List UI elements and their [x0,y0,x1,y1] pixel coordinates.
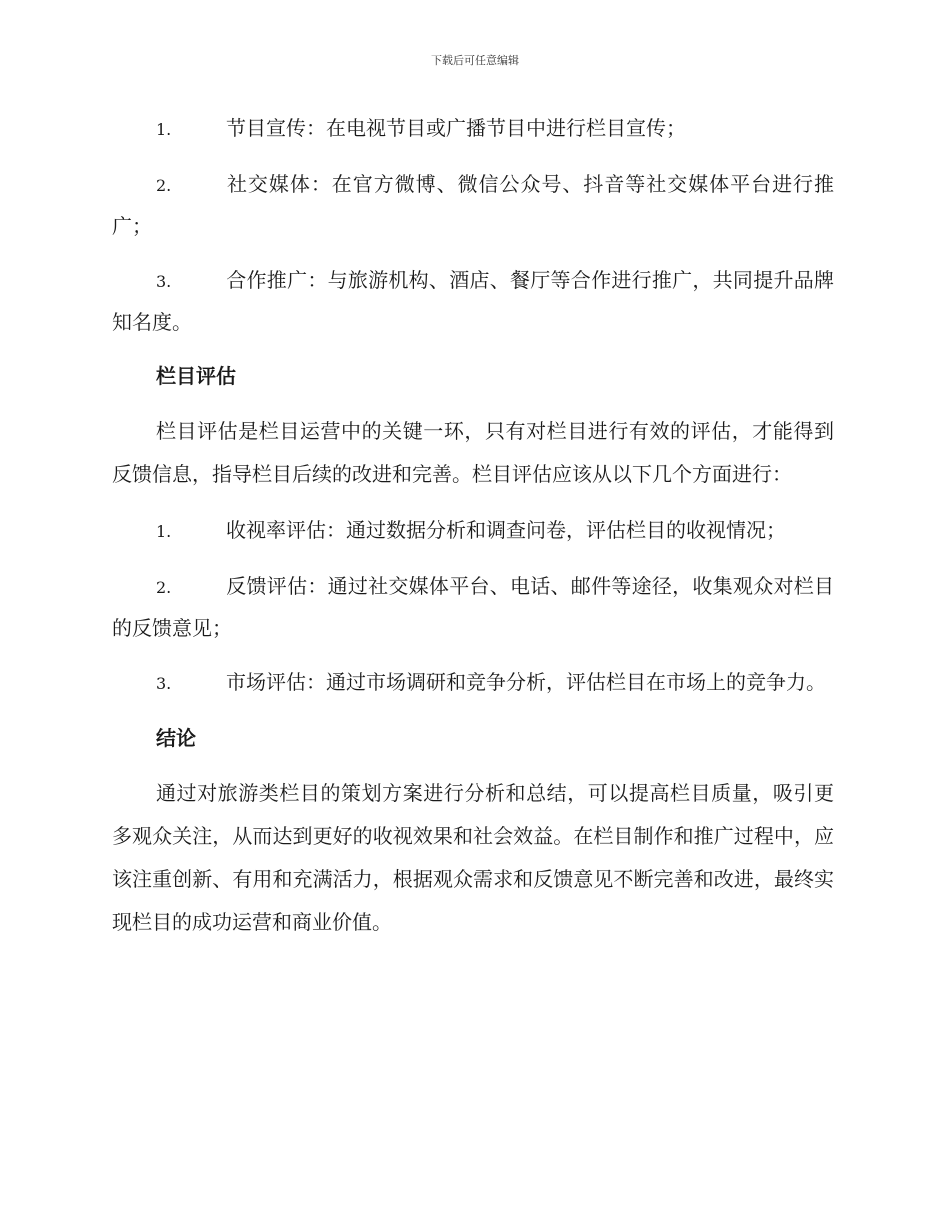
section-heading-evaluation: 栏目评估 [156,364,236,388]
list-item-text: 节目宣传：在电视节目或广播节目中进行栏目宣传； [226,116,686,140]
list-item-evaluation-1 [112,510,834,552]
list-number: 3. [156,272,172,291]
list-item-text: 收视率评估：通过数据分析和调查问卷，评估栏目的收视情况； [226,518,786,542]
evaluation-intro-paragraph: 栏目评估是栏目运营中的关键一环，只有对栏目进行有效的评估，才能得到反馈信息，指导栏目后续的改进和完善。栏目评估应该从以下几个方面进行： [112,419,834,486]
list-number: 1. [156,522,172,541]
list-item-evaluation-3 [112,662,834,704]
list-item-text: 市场评估：通过市场调研和竞争分析，评估栏目在市场上的竞争力。 [226,670,826,694]
list-number: 2. [156,176,172,195]
page-header: 下载后可任意编辑 [431,54,519,67]
list-item-text: 合作推广：与旅游机构、酒店、餐厅等合作进行推广，共同提升品牌知名度。 [112,268,834,334]
list-item-promotion-3 [112,260,834,342]
list-item-text: 社交媒体：在官方微博、微信公众号、抖音等社交媒体平台进行推广； [112,172,834,238]
conclusion-paragraph: 通过对旅游类栏目的策划方案进行分析和总结，可以提高栏目质量，吸引更多观众关注，从而达到更好的收视效果和社会效益。在栏目制作和推广过程中，应该注重创新、有用和充满活力，根据观众需求和反馈意见不断完善和改进，最终实现栏目的成功运营和商业价值。 [112,781,834,934]
list-number: 3. [156,674,172,693]
list-item-promotion-1 [112,108,834,150]
list-item-promotion-2 [112,164,834,246]
list-number: 2. [156,578,172,597]
section-heading-conclusion: 结论 [156,726,196,750]
document-body [112,108,834,958]
list-item-text: 反馈评估：通过社交媒体平台、电话、邮件等途径，收集观众对栏目的反馈意见； [112,574,834,640]
list-number: 1. [156,120,172,139]
list-item-evaluation-2 [112,566,834,648]
